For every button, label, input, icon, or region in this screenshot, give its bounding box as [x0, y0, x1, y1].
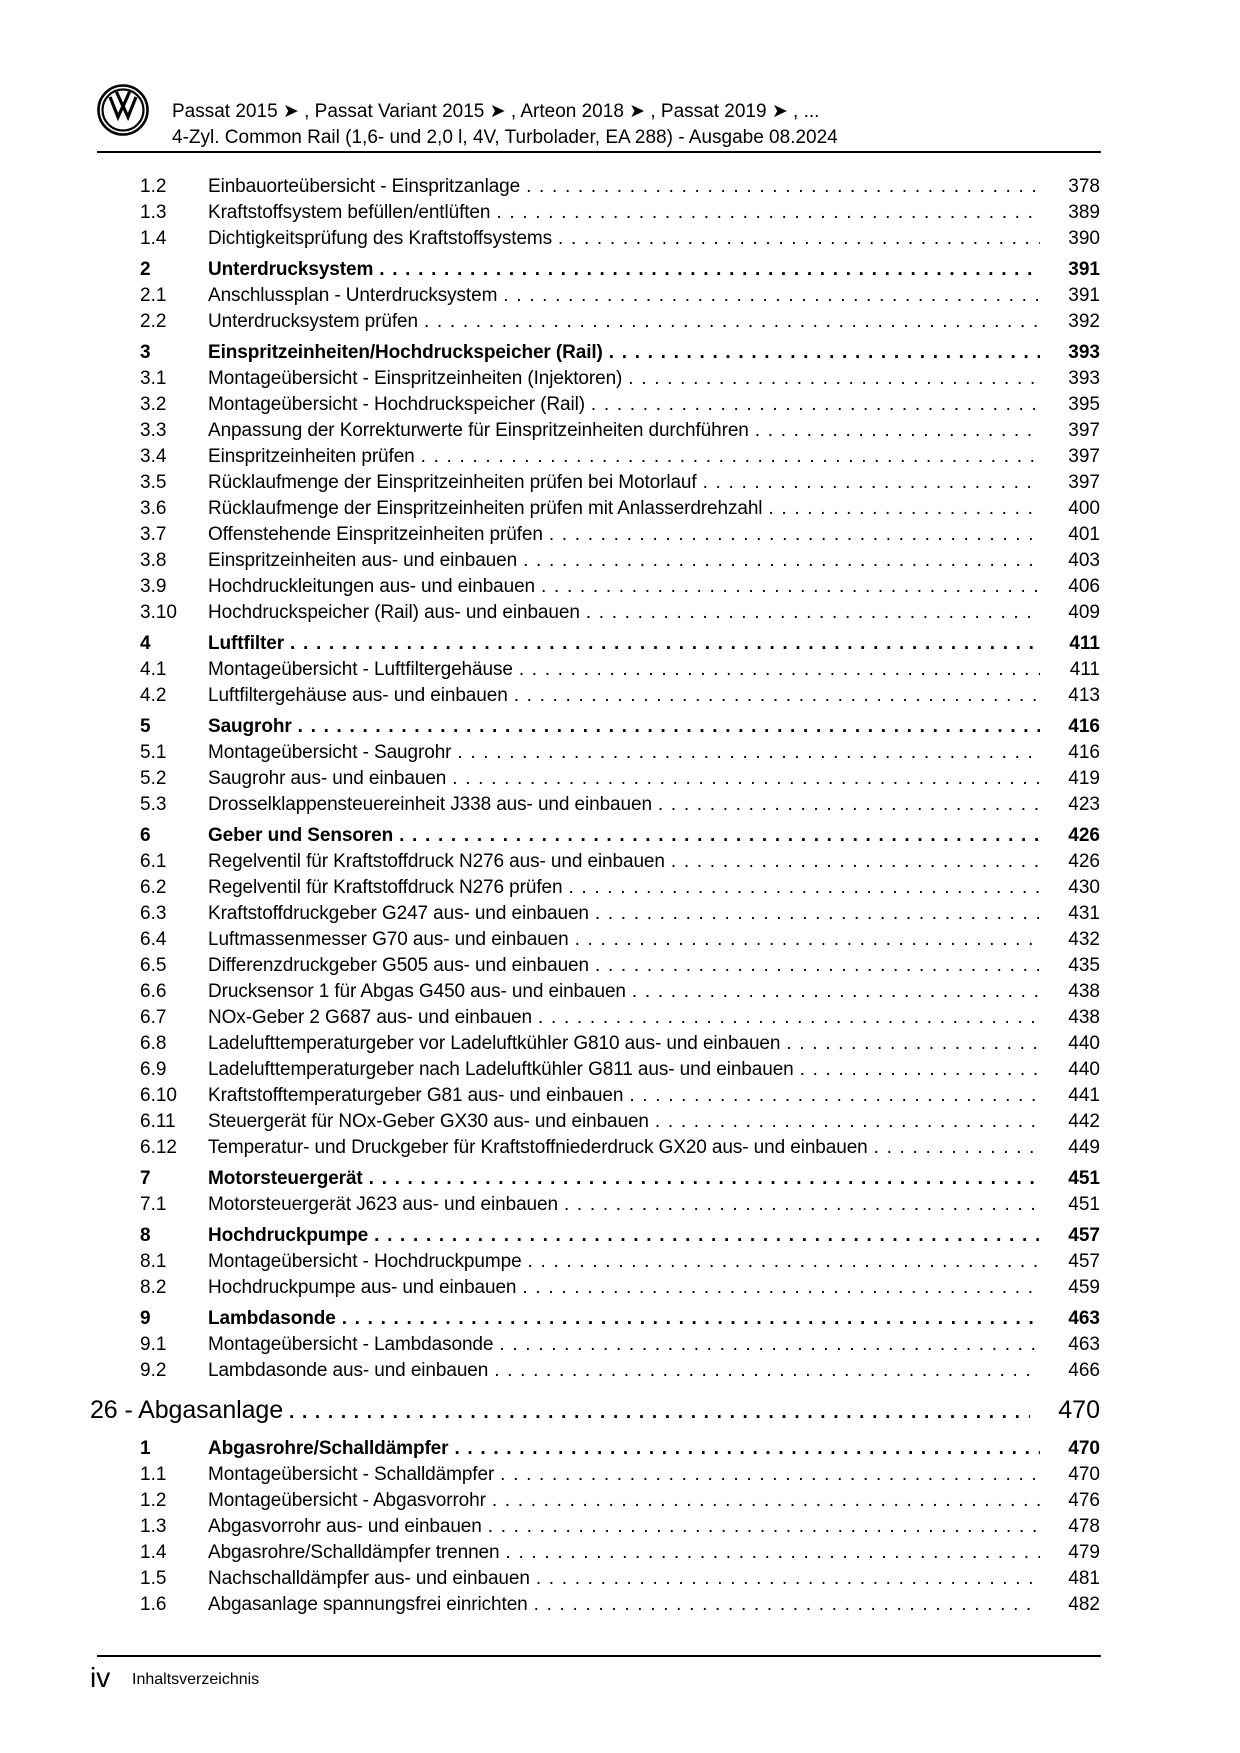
toc-entry[interactable] — [0, 548, 1240, 574]
toc-title: Temperatur- und Druckgeber für Kraftstoffniederdruck GX20 aus- und einbauen . . . — [208, 1135, 1100, 1161]
toc-number: 1.1 — [140, 1464, 167, 1485]
footer-page-number: iv — [90, 1662, 111, 1693]
toc-entry[interactable] — [0, 1135, 1240, 1161]
toc-entry[interactable] — [0, 418, 1240, 444]
toc-title: Montageübersicht - Lambdasonde . . . — [208, 1332, 1100, 1358]
toc-entry[interactable] — [0, 1005, 1240, 1031]
toc-page-number: 400 — [1040, 496, 1100, 522]
toc-entry[interactable] — [0, 1332, 1240, 1358]
toc-section[interactable] — [0, 1223, 1240, 1249]
toc-number: 1.2 — [140, 1490, 167, 1511]
toc-number: 3.9 — [140, 576, 167, 597]
toc-entry[interactable] — [0, 283, 1240, 309]
toc-title: Ladelufttemperaturgeber vor Ladeluftkühler G810 aus- und einbauen . . . — [208, 1031, 1100, 1057]
toc-number: 1.5 — [140, 1568, 167, 1589]
toc-number: 3.4 — [140, 446, 167, 467]
toc-entry[interactable] — [0, 683, 1240, 709]
toc-number: 6.8 — [140, 1033, 167, 1054]
toc-title: Abgasanlage spannungsfrei einrichten . . . — [208, 1592, 1100, 1618]
toc-number: 9.2 — [140, 1360, 167, 1381]
toc-page-number: 390 — [1040, 226, 1100, 252]
toc-title: Rücklaufmenge der Einspritzeinheiten prüfen mit Anlasserdrehzahl . . . — [208, 496, 1100, 522]
toc-entry[interactable] — [0, 1031, 1240, 1057]
toc-number: 5.3 — [140, 794, 167, 815]
toc-number: 6.3 — [140, 903, 167, 924]
toc-page-number: 466 — [1040, 1358, 1100, 1384]
toc-page-number: 441 — [1040, 1083, 1100, 1109]
toc-section[interactable] — [0, 1306, 1240, 1332]
toc-entry[interactable] — [0, 444, 1240, 470]
toc-title: Rücklaufmenge der Einspritzeinheiten prüfen bei Motorlauf . . . — [208, 470, 1100, 496]
toc-title: Einspritzeinheiten/Hochdruckspeicher (Rail) . . . — [208, 340, 1100, 366]
toc-number: 6.10 — [140, 1085, 177, 1106]
toc-entry[interactable] — [0, 226, 1240, 252]
toc-entry[interactable] — [0, 1358, 1240, 1384]
toc-entry[interactable] — [0, 1514, 1240, 1540]
toc-page-number: 391 — [1040, 257, 1100, 283]
toc-number: 3.2 — [140, 394, 167, 415]
toc-title: Offenstehende Einspritzeinheiten prüfen . . . — [208, 522, 1100, 548]
toc-title: Montageübersicht - Schalldämpfer . . . — [208, 1462, 1100, 1488]
toc-title: Lambdasonde aus- und einbauen . . . — [208, 1358, 1100, 1384]
toc-page-number: 393 — [1040, 366, 1100, 392]
toc-page-number: 426 — [1040, 823, 1100, 849]
toc-entry[interactable] — [0, 1488, 1240, 1514]
toc-entry[interactable] — [0, 927, 1240, 953]
toc-section[interactable] — [0, 340, 1240, 366]
toc-number: 7.1 — [140, 1194, 167, 1215]
toc-number: 1.2 — [140, 176, 167, 197]
toc-page-number: 397 — [1040, 470, 1100, 496]
toc-entry[interactable] — [0, 1057, 1240, 1083]
toc-entry[interactable] — [0, 901, 1240, 927]
toc-page-number: 481 — [1040, 1566, 1100, 1592]
toc-page-number: 459 — [1040, 1275, 1100, 1301]
toc-number: 3 — [140, 342, 151, 363]
toc-title: Abgasrohre/Schalldämpfer . . . — [208, 1436, 1100, 1462]
toc-page-number: 457 — [1040, 1223, 1100, 1249]
toc-title: Nachschalldämpfer aus- und einbauen . . . — [208, 1566, 1100, 1592]
toc-entry[interactable] — [0, 1192, 1240, 1218]
toc-page-number: 419 — [1040, 766, 1100, 792]
toc-title: Hochdruckspeicher (Rail) aus- und einbauen . . . — [208, 600, 1100, 626]
toc-title: Motorsteuergerät J623 aus- und einbauen . . . — [208, 1192, 1100, 1218]
toc-title: Kraftstoffdruckgeber G247 aus- und einbauen . . . — [208, 901, 1100, 927]
toc-title: Saugrohr aus- und einbauen . . . — [208, 766, 1100, 792]
toc-number: 5.1 — [140, 742, 167, 763]
toc-title: Montageübersicht - Hochdruckpumpe . . . — [208, 1249, 1100, 1275]
toc-page-number: 423 — [1040, 792, 1100, 818]
toc-page-number: 411 — [1040, 631, 1100, 657]
toc-page-number: 397 — [1040, 418, 1100, 444]
toc-page-number: 440 — [1040, 1057, 1100, 1083]
toc-number: 6 — [140, 825, 151, 846]
toc-number: 6.5 — [140, 955, 167, 976]
toc-entry[interactable] — [0, 766, 1240, 792]
toc-number: 9 — [140, 1308, 151, 1329]
toc-number: 2.2 — [140, 311, 167, 332]
toc-page-number: 478 — [1040, 1514, 1100, 1540]
toc-section[interactable] — [0, 257, 1240, 283]
toc-title: Montageübersicht - Hochdruckspeicher (Rail) . . . — [208, 392, 1100, 418]
toc-entry[interactable] — [0, 1462, 1240, 1488]
toc-number: 8.2 — [140, 1277, 167, 1298]
toc-page-number: 403 — [1040, 548, 1100, 574]
toc-title: Kraftstofftemperaturgeber G81 aus- und einbauen . . . — [208, 1083, 1100, 1109]
toc-page-number: 463 — [1040, 1306, 1100, 1332]
toc-number: 3.10 — [140, 602, 177, 623]
toc-page-number: 442 — [1040, 1109, 1100, 1135]
toc-number: 3.5 — [140, 472, 167, 493]
toc-page-number: 416 — [1040, 714, 1100, 740]
toc-number: 1.3 — [140, 1516, 167, 1537]
toc-title: Regelventil für Kraftstoffdruck N276 prüfen . . . — [208, 875, 1100, 901]
toc-number: 3.3 — [140, 420, 167, 441]
toc-entry[interactable] — [0, 470, 1240, 496]
toc-section[interactable] — [0, 823, 1240, 849]
toc-entry[interactable] — [0, 875, 1240, 901]
toc-page-number: 438 — [1040, 1005, 1100, 1031]
toc-number: 6.2 — [140, 877, 167, 898]
toc-entry[interactable] — [0, 392, 1240, 418]
toc-title: Kraftstoffsystem befüllen/entlüften . . . — [208, 200, 1100, 226]
toc-number: 6.11 — [140, 1111, 176, 1132]
toc-number: 1.4 — [140, 228, 167, 249]
toc-page-number: 449 — [1040, 1135, 1100, 1161]
toc-entry[interactable] — [0, 1109, 1240, 1135]
toc-title: Ladelufttemperaturgeber nach Ladeluftkühler G811 aus- und einbauen . . . — [208, 1057, 1100, 1083]
toc-title: Lambdasonde . . . — [208, 1306, 1100, 1332]
toc-title: Luftmassenmesser G70 aus- und einbauen . . . — [208, 927, 1100, 953]
toc-page-number: 413 — [1040, 683, 1100, 709]
toc-page-number: 451 — [1040, 1192, 1100, 1218]
toc-title: Regelventil für Kraftstoffdruck N276 aus- und einbauen . . . — [208, 849, 1100, 875]
toc-entry[interactable] — [0, 522, 1240, 548]
toc-title: Abgasrohre/Schalldämpfer trennen . . . — [208, 1540, 1100, 1566]
toc-page-number: 435 — [1040, 953, 1100, 979]
toc-title: 26 - Abgasanlage . . . — [90, 1393, 1100, 1430]
toc-title: Montageübersicht - Einspritzeinheiten (Injektoren) . . . — [208, 366, 1100, 392]
toc-title: Hochdruckpumpe . . . — [208, 1223, 1100, 1249]
toc-page-number: 470 — [1030, 1393, 1100, 1427]
toc-page-number: 395 — [1040, 392, 1100, 418]
toc-entry[interactable] — [0, 657, 1240, 683]
toc-page-number: 430 — [1040, 875, 1100, 901]
toc-section[interactable] — [0, 1436, 1240, 1462]
toc-number: 5 — [140, 716, 151, 737]
toc-page-number: 432 — [1040, 927, 1100, 953]
header-engine-edition: 4-Zyl. Common Rail (1,6- und 2,0 l, 4V, Turbolader, EA 288) - Ausgabe 08.2024 — [172, 127, 838, 148]
toc-entry[interactable] — [0, 574, 1240, 600]
toc-entry[interactable] — [0, 1540, 1240, 1566]
header-rule — [97, 151, 1101, 153]
toc-page-number: 397 — [1040, 444, 1100, 470]
toc-title: Saugrohr . . . — [208, 714, 1100, 740]
toc-number: 6.4 — [140, 929, 167, 950]
toc-section[interactable] — [0, 1166, 1240, 1192]
footer-section-label: Inhaltsverzeichnis — [132, 1671, 260, 1688]
toc-number: 1 — [140, 1438, 151, 1459]
toc-title: Differenzdruckgeber G505 aus- und einbauen . . . — [208, 953, 1100, 979]
toc-entry[interactable] — [0, 1083, 1240, 1109]
toc-entry[interactable] — [0, 200, 1240, 226]
toc-number: 1.3 — [140, 202, 167, 223]
toc-entry[interactable] — [0, 792, 1240, 818]
toc-page-number: 470 — [1040, 1436, 1100, 1462]
toc-title: Hochdruckpumpe aus- und einbauen . . . — [208, 1275, 1100, 1301]
toc-title: Unterdrucksystem prüfen . . . — [208, 309, 1100, 335]
toc-title: Steuergerät für NOx-Geber GX30 aus- und einbauen . . . — [208, 1109, 1100, 1135]
toc-title: Geber und Sensoren . . . — [208, 823, 1100, 849]
toc-page-number: 393 — [1040, 340, 1100, 366]
toc-title: Einspritzeinheiten prüfen . . . — [208, 444, 1100, 470]
toc-entry[interactable] — [0, 1249, 1240, 1275]
toc-page-number: 457 — [1040, 1249, 1100, 1275]
toc-number: 3.8 — [140, 550, 167, 571]
toc-number: 2.1 — [140, 285, 167, 306]
toc-number: 4.1 — [140, 659, 167, 680]
toc-page-number: 401 — [1040, 522, 1100, 548]
toc-page-number: 451 — [1040, 1166, 1100, 1192]
toc-entry[interactable] — [0, 953, 1240, 979]
footer-rule — [97, 1655, 1101, 1657]
toc-page-number: 482 — [1040, 1592, 1100, 1618]
toc-entry[interactable] — [0, 1275, 1240, 1301]
toc-title: Unterdrucksystem . . . — [208, 257, 1100, 283]
toc-number: 6.1 — [140, 851, 167, 872]
toc-number: 9.1 — [140, 1334, 167, 1355]
toc-page-number: 411 — [1040, 657, 1100, 683]
toc-title: Einbauorteübersicht - Einspritzanlage . . . — [208, 174, 1100, 200]
toc-number: 7 — [140, 1168, 151, 1189]
toc-title: NOx-Geber 2 G687 aus- und einbauen . . . — [208, 1005, 1100, 1031]
toc-title: Anschlussplan - Unterdrucksystem . . . — [208, 283, 1100, 309]
toc-title: Abgasvorrohr aus- und einbauen . . . — [208, 1514, 1100, 1540]
toc-page-number: 431 — [1040, 901, 1100, 927]
toc-entry[interactable] — [0, 1566, 1240, 1592]
toc-number: 6.7 — [140, 1007, 167, 1028]
toc-number: 4 — [140, 633, 151, 654]
toc-number: 6.6 — [140, 981, 167, 1002]
toc-entry[interactable] — [0, 309, 1240, 335]
toc-page-number: 426 — [1040, 849, 1100, 875]
toc-entry[interactable] — [0, 496, 1240, 522]
toc-page-number: 378 — [1040, 174, 1100, 200]
toc-number: 6.12 — [140, 1137, 177, 1158]
toc-entry[interactable] — [0, 1592, 1240, 1618]
toc-number: 3.6 — [140, 498, 167, 519]
toc-number: 8.1 — [140, 1251, 167, 1272]
toc-title: Drucksensor 1 für Abgas G450 aus- und einbauen . . . — [208, 979, 1100, 1005]
vw-logo-icon — [97, 84, 149, 136]
toc-number: 1.6 — [140, 1594, 167, 1615]
toc-page-number: 440 — [1040, 1031, 1100, 1057]
toc-number: 1.4 — [140, 1542, 167, 1563]
toc-page-number: 416 — [1040, 740, 1100, 766]
toc-entry[interactable] — [0, 979, 1240, 1005]
toc-title: Anpassung der Korrekturwerte für Einspritzeinheiten durchführen . . . — [208, 418, 1100, 444]
toc-title: Drosselklappensteuereinheit J338 aus- und einbauen . . . — [208, 792, 1100, 818]
toc-page-number: 392 — [1040, 309, 1100, 335]
toc-page-number: 476 — [1040, 1488, 1100, 1514]
toc-number: 3.1 — [140, 368, 167, 389]
header-models: Passat 2015 ➤ , Passat Variant 2015 ➤ , Arteon 2018 ➤ , Passat 2019 ➤ , ... — [172, 101, 820, 122]
toc-title: Montageübersicht - Luftfiltergehäuse . . . — [208, 657, 1100, 683]
toc-number: 3.7 — [140, 524, 167, 545]
toc-chapter[interactable] — [0, 1393, 1240, 1427]
toc-page-number: 409 — [1040, 600, 1100, 626]
toc-title: Montageübersicht - Abgasvorrohr . . . — [208, 1488, 1100, 1514]
toc-title: Dichtigkeitsprüfung des Kraftstoffsystems . . . — [208, 226, 1100, 252]
toc-section[interactable] — [0, 714, 1240, 740]
toc-title: Montageübersicht - Saugrohr . . . — [208, 740, 1100, 766]
toc-number: 2 — [140, 259, 151, 280]
toc-section[interactable] — [0, 631, 1240, 657]
toc-entry[interactable] — [0, 366, 1240, 392]
toc-title: Motorsteuergerät . . . — [208, 1166, 1100, 1192]
toc-title: Luftfilter . . . — [208, 631, 1100, 657]
toc-entry[interactable] — [0, 740, 1240, 766]
toc-number: 5.2 — [140, 768, 167, 789]
toc-title: Luftfiltergehäuse aus- und einbauen . . . — [208, 683, 1100, 709]
toc-entry[interactable] — [0, 600, 1240, 626]
toc-number: 6.9 — [140, 1059, 167, 1080]
toc-number: 4.2 — [140, 685, 167, 706]
toc-page-number: 389 — [1040, 200, 1100, 226]
toc-page-number: 479 — [1040, 1540, 1100, 1566]
toc-page-number: 463 — [1040, 1332, 1100, 1358]
toc-entry[interactable] — [0, 174, 1240, 200]
toc-page-number: 391 — [1040, 283, 1100, 309]
toc-page-number: 470 — [1040, 1462, 1100, 1488]
toc-page-number: 438 — [1040, 979, 1100, 1005]
toc-entry[interactable] — [0, 849, 1240, 875]
toc-title: Hochdruckleitungen aus- und einbauen . . . — [208, 574, 1100, 600]
toc-title: Einspritzeinheiten aus- und einbauen . . . — [208, 548, 1100, 574]
toc-number: 8 — [140, 1225, 151, 1246]
toc-page-number: 406 — [1040, 574, 1100, 600]
